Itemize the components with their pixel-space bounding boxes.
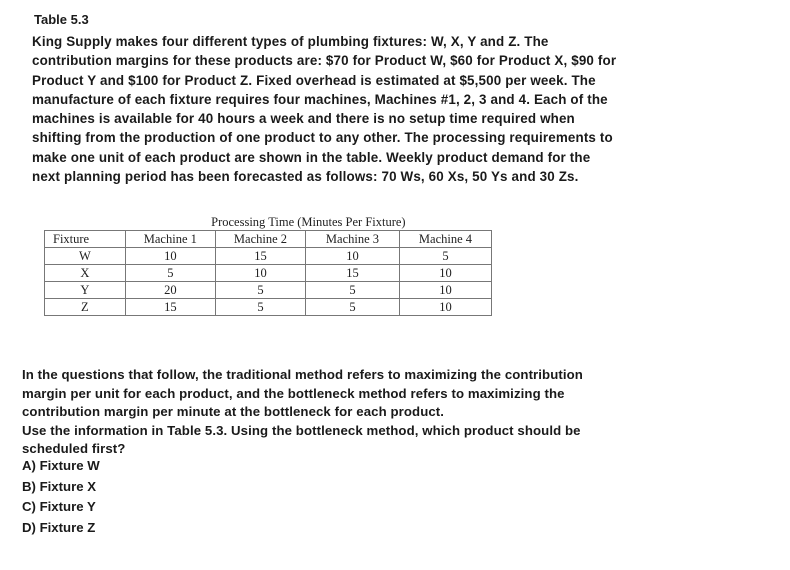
table-row	[45, 248, 492, 265]
processing-time-header: Processing Time (Minutes Per Fixture)	[125, 214, 491, 231]
table-cell: 10	[399, 282, 491, 299]
processing-time-table	[44, 214, 492, 316]
choice-c[interactable]: C) Fixture Y	[22, 499, 96, 514]
table-cell: 5	[125, 265, 215, 282]
table-title: Table 5.3	[34, 12, 89, 27]
paragraph-line: make one unit of each product are shown in the table. Weekly product demand for the	[32, 149, 591, 165]
table-cell: 10	[125, 248, 215, 265]
table-cell: 5	[215, 299, 305, 316]
table-row	[45, 282, 492, 299]
table-header-row	[45, 231, 492, 248]
column-header-fixture: Fixture	[45, 231, 126, 248]
table-cell: 5	[306, 282, 400, 299]
question-text	[22, 366, 742, 459]
paragraph-line: Product Y and $100 for Product Z. Fixed overhead is estimated at $5,500 per week. The	[32, 72, 596, 88]
table-cell: 5	[306, 299, 400, 316]
answer-choices	[22, 456, 100, 538]
choice-a[interactable]: A) Fixture W	[22, 458, 100, 473]
column-header-machine-3: Machine 3	[306, 231, 400, 248]
table-cell: 20	[125, 282, 215, 299]
column-header-machine-4: Machine 4	[399, 231, 491, 248]
table-row	[45, 299, 492, 316]
table-cell: 5	[399, 248, 491, 265]
question-line: scheduled first?	[22, 441, 126, 457]
choice-b[interactable]: B) Fixture X	[22, 478, 97, 494]
choice-d[interactable]: D) Fixture Z	[22, 519, 96, 535]
table-cell: 5	[215, 282, 305, 299]
column-header-machine-1: Machine 1	[125, 231, 215, 248]
table-cell: 10	[399, 265, 491, 282]
fixture-cell: Z	[45, 299, 126, 316]
fixture-cell: W	[45, 248, 126, 265]
fixture-cell: X	[45, 265, 126, 282]
column-header-machine-2: Machine 2	[215, 231, 305, 248]
table-span-header-row	[45, 214, 492, 231]
paragraph-line: contribution margins for these products are: $70 for Product W, $60 for Product X, $90 for	[32, 53, 617, 69]
question-line: In the questions that follow, the traditional method refers to maximizing the contribution	[22, 367, 583, 382]
table-corner-cell	[45, 214, 126, 231]
table-cell: 15	[215, 248, 305, 265]
problem-paragraph	[32, 32, 748, 186]
question-line: margin per unit for each product, and the bottleneck method refers to maximizing the	[22, 385, 565, 401]
table-cell: 10	[215, 265, 305, 282]
question-line: contribution margin per minute at the bottleneck for each product.	[22, 404, 445, 420]
question-line: Use the information in Table 5.3. Using the bottleneck method, which product should be	[22, 422, 581, 438]
paragraph-line: shifting from the production of one product to any other. The processing requirements to	[32, 130, 613, 146]
paragraph-line: machines is available for 40 hours a week and there is no setup time required when	[32, 111, 575, 127]
paragraph-line: King Supply makes four different types of plumbing fixtures: W, X, Y and Z. The	[32, 34, 549, 49]
paragraph-line: next planning period has been forecasted as follows: 70 Ws, 60 Xs, 50 Ys and 30 Zs.	[32, 169, 579, 185]
paragraph-line: manufacture of each fixture requires four machines, Machines #1, 2, 3 and 4. Each of the	[32, 91, 608, 107]
table-cell: 10	[399, 299, 491, 316]
fixture-cell: Y	[45, 282, 126, 299]
table-cell: 15	[125, 299, 215, 316]
table-cell: 15	[306, 265, 400, 282]
table-row	[45, 265, 492, 282]
table-cell: 10	[306, 248, 400, 265]
